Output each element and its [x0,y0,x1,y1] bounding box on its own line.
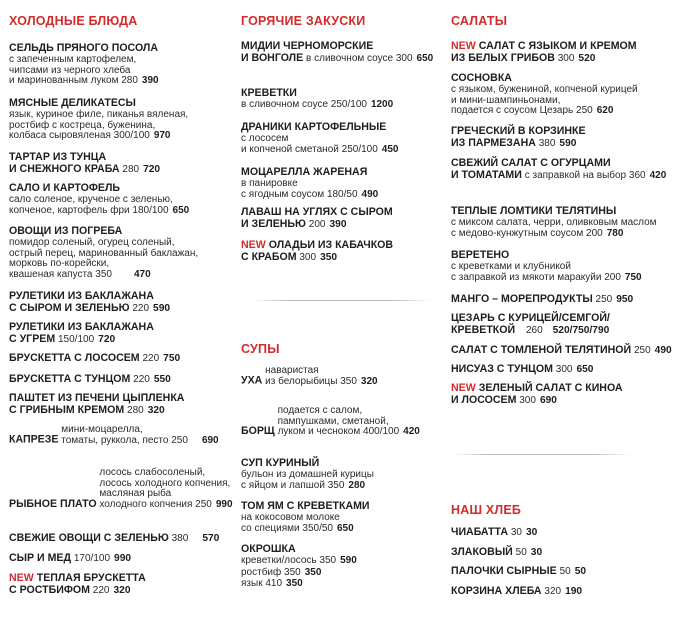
menu-item [241,121,446,155]
item-name: УХА [241,374,263,387]
menu-item [451,249,683,283]
item-desc: в сливочном соусе 250/100 [241,99,367,110]
item-name: ПАШТЕТ ИЗ ПЕЧЕНИ ЦЫПЛЕНКА С ГРИБНЫМ КРЕМОМ [9,392,185,416]
item-price: 30 [525,527,538,538]
menu-item [451,312,683,337]
item-price: 690 [201,434,219,446]
item-desc: 50 [515,547,527,558]
item-desc: 220 [142,353,160,364]
item-price: 50 [574,566,587,577]
item-name: БРУСКЕТТА С ЛОСОСЕМ [9,352,140,364]
item-desc: 220 [133,374,150,385]
item-desc: 50 [559,566,571,577]
item-desc: с языком, бужениной, копченой курицей и мини-шампиньонами, подается с соусом Цезарь 250 [451,84,638,117]
item-desc: 300 [557,53,575,64]
menu-item [451,125,683,150]
item-name: ОКРОШКА [241,543,296,555]
item-name: ТАРТАР ИЗ ТУНЦА И СНЕЖНОГО КРАБА [9,151,120,175]
menu-item [241,40,446,65]
item-price: 590 [340,555,357,566]
item-price: 650 [336,522,354,534]
item-price: 30 [530,547,543,558]
item-name: САЛАТ С ТОМЛЕНОЙ ТЕЛЯТИНОЙ [451,344,632,356]
item-desc: подается с салом, пампушками, сметаной, луком и чесноком 400/100 [277,405,400,438]
item-name: ЛАВАШ НА УГЛЯХ С СЫРОМ И ЗЕЛЕНЬЮ [241,206,393,230]
item-price: 650 [172,204,190,216]
item-price: 520/750/790 [552,325,610,336]
item-name: ОЛАДЬИ ИЗ КАБАЧКОВ С КРАБОМ [241,239,394,263]
item-name: ЦЕЗАРЬ С КУРИЦЕЙ/СЕМГОЙ/ КРЕВЕТКОЙ [451,312,610,336]
item-desc: 280 [122,164,140,175]
new-badge: NEW [451,40,476,52]
item-desc: с миксом салата, черри, оливковым маслом с медово-кунжутным соусом 200 [451,217,657,239]
menu-item [9,151,234,176]
item-price: 470 [133,268,151,280]
item-price: 570 [202,533,220,544]
menu-item [241,206,446,231]
section-title-salads: САЛАТЫ [451,14,508,28]
menu-item [451,585,683,598]
menu-item [9,572,234,597]
item-price: 590 [559,138,577,149]
menu-item [451,40,683,65]
item-desc: 280 [127,405,144,416]
menu-item [9,392,234,417]
menu-item [9,552,234,565]
item-name: СУП КУРИНЫЙ [241,457,320,469]
section-title-cold: ХОЛОДНЫЕ БЛЮДА [9,14,138,28]
menu-item [9,225,234,280]
item-price: 320 [113,585,131,596]
item-desc: бульон из домашней курицы с яйцом и лапшой 350 [241,469,374,491]
menu-item [451,363,683,376]
item-name: ТЕПЛАЯ БРУСКЕТТА С РОСТБИФОМ [9,572,146,596]
item-price: 650 [576,364,594,375]
item-price: 750 [624,271,642,283]
menu-item [241,87,446,111]
item-price: 350 [304,566,322,578]
item-name: ЗЛАКОВЫЙ [451,546,513,558]
item-name: БОРЩ [241,425,275,438]
item-name: ГРЕЧЕСКИЙ В КОРЗИНКЕ ИЗ ПАРМЕЗАНА [451,125,586,149]
new-badge: NEW [451,382,476,394]
item-price: 590 [153,303,171,314]
item-price: 190 [565,586,583,597]
item-name: НИСУАЗ С ТУНЦОМ [451,363,553,375]
item-desc: на кокосовом молоке со специями 350/50 [241,512,340,534]
item-price: 970 [153,130,171,142]
menu-item [9,532,234,545]
item-price: 620 [596,105,614,117]
item-price: 550 [153,374,171,385]
menu-item [9,373,234,386]
item-desc: наваристая из белорыбицы 350 [265,365,357,387]
item-price: 780 [606,227,624,239]
menu-item [9,97,234,142]
item-desc: 170/100 [73,553,111,564]
item-name: МИДИИ ЧЕРНОМОРСКИЕ И ВОНГОЛЕ [241,40,374,64]
item-price: 420 [649,170,667,181]
section-divider [251,300,431,301]
menu-item [451,382,683,407]
item-price: 320 [147,405,165,416]
menu-item [9,352,234,365]
item-price: 350 [286,578,303,590]
item-desc: 320 [544,586,562,597]
menu-item [451,205,683,239]
menu-item [241,239,446,264]
item-desc: в панировке с ягодным соусом 180/50 [241,178,358,200]
item-desc: с лососем и копченой сметаной 250/100 [241,133,378,155]
item-price: 320 [360,375,378,387]
item-price: 650 [416,53,434,64]
item-desc: 220 [132,303,150,314]
new-badge: NEW [9,572,34,584]
section-title-hot: ГОРЯЧИЕ ЗАКУСКИ [241,14,366,28]
menu-item [241,457,446,491]
item-desc: 380 [538,138,556,149]
item-desc: 30 [510,527,522,538]
item-desc: 250 [633,345,651,356]
menu-item [9,42,234,87]
menu-item [241,365,446,387]
menu-item [451,72,683,117]
item-name: ЗЕЛЕНЫЙ САЛАТ С КИНОА И ЛОСОСЕМ [451,382,623,406]
section-title-bread: НАШ ХЛЕБ [451,503,522,517]
item-desc: мини-моцарелла, томаты, руккола, песто 250 [61,424,188,446]
menu-item [9,182,234,216]
menu-item [451,157,683,182]
item-price: 450 [381,143,399,155]
item-price: 690 [539,395,557,406]
item-desc: помидор соленый, огурец соленый, острый перец, маринованный баклажан, морковь по-корейски, квашеная капуста 350 [9,237,199,280]
item-price: 950 [616,294,634,305]
item-name: САЛАТ С ЯЗЫКОМ И КРЕМОМ ИЗ БЕЛЫХ ГРИБОВ [451,40,637,64]
item-name: МЯСНЫЕ ДЕЛИКАТЕСЫ [9,97,136,109]
menu-item [241,405,446,438]
menu-item [451,546,683,559]
item-name: РУЛЕТИКИ ИЗ БАКЛАЖАНА С УГРЕМ [9,321,154,345]
item-price: 1200 [370,99,394,110]
item-name: БРУСКЕТТА С ТУНЦОМ [9,373,131,385]
item-price: 520 [578,53,596,64]
item-price: 490 [361,188,379,200]
item-price: 720 [98,334,116,345]
item-name: МАНГО – МОРЕПРОДУКТЫ [451,293,593,305]
new-badge: NEW [241,239,266,251]
menu-item [451,344,683,357]
item-price: 990 [114,553,132,564]
item-desc: 200 [308,219,326,230]
item-desc: 260 [525,325,543,336]
item-name: КОРЗИНА ХЛЕБА [451,585,542,597]
section-divider [451,454,631,455]
item-name: РУЛЕТИКИ ИЗ БАКЛАЖАНА С СЫРОМ И ЗЕЛЕНЬЮ [9,290,154,314]
item-desc: сало соленое, крученое с зеленью, копченое, картофель фри 180/100 [9,194,173,216]
section-title-soups: СУПЫ [241,342,280,356]
item-name: ДРАНИКИ КАРТОФЕЛЬНЫЕ [241,121,387,133]
item-name: ПАЛОЧКИ СЫРНЫЕ [451,565,557,577]
item-name: КРЕВЕТКИ [241,87,297,99]
item-name: ЧИАБАТТА [451,526,508,538]
menu-item [451,293,683,306]
item-desc: с креветками и клубникой с заправкой из мякоти маракуйи 200 [451,261,621,283]
item-desc: в сливочном соусе 300 [306,53,413,64]
item-name: РЫБНОЕ ПЛАТО [9,497,97,510]
item-desc: креветки/лосось 350 [241,555,337,566]
menu-item [241,543,446,590]
menu-item [9,321,234,346]
item-desc: 300 [299,252,317,263]
item-name: КАПРЕЗЕ [9,433,59,446]
item-price: 390 [329,219,347,230]
item-desc: 150/100 [58,334,95,345]
menu-item [241,166,446,200]
item-price: 280 [348,479,366,491]
item-name: ОВОЩИ ИЗ ПОГРЕБА [9,225,123,237]
item-name: МОЦАРЕЛЛА ЖАРЕНАЯ [241,166,368,178]
item-name: ТЕПЛЫЕ ЛОМТИКИ ТЕЛЯТИНЫ [451,205,617,217]
item-name: СЕЛЬДЬ ПРЯНОГО ПОСОЛА [9,42,158,54]
item-name: ТОМ ЯМ С КРЕВЕТКАМИ [241,500,370,512]
menu-item [9,290,234,315]
item-price: 990 [215,498,233,510]
item-desc: язык, куриное филе, пиканья вяленая, ростбиф с костреца, буженина, колбаса сыровяленая 300/100 [9,109,189,142]
item-name: СОСНОВКА [451,72,512,84]
item-desc: 300 [519,395,536,406]
item-name: СЫР И МЕД [9,552,72,564]
item-price: 490 [654,345,672,356]
menu-item [9,424,234,446]
item-price: 350 [320,252,338,263]
menu-item [9,467,234,510]
item-desc: ростбиф 350 [241,566,301,578]
item-name: СВЕЖИЕ ОВОЩИ С ЗЕЛЕНЬЮ [9,532,169,544]
item-desc: 380 [171,533,189,544]
item-price: 390 [141,75,159,87]
item-desc: с заправкой на выбор 360 [524,170,646,181]
item-price: 720 [143,164,161,175]
item-desc: язык 410 [241,578,283,590]
menu-item [241,500,446,534]
item-desc: лосось слабосоленый, лосось холодного копчения, масляная рыба холодного копчения 250 [99,467,231,510]
menu-item [451,526,683,539]
item-price: 420 [403,426,420,438]
item-desc: 250 [595,294,613,305]
item-desc: 300 [555,364,573,375]
menu-item [451,565,683,578]
item-desc: 220 [92,585,110,596]
item-name: ВЕРЕТЕНО [451,249,510,261]
item-name: СВЕЖИЙ САЛАТ С ОГУРЦАМИ И ТОМАТАМИ [451,157,611,181]
item-price: 750 [163,353,181,364]
item-desc: с запеченным картофелем, чипсами из черного хлеба и маринованным луком 280 [9,54,138,87]
item-name: САЛО И КАРТОФЕЛЬ [9,182,120,194]
